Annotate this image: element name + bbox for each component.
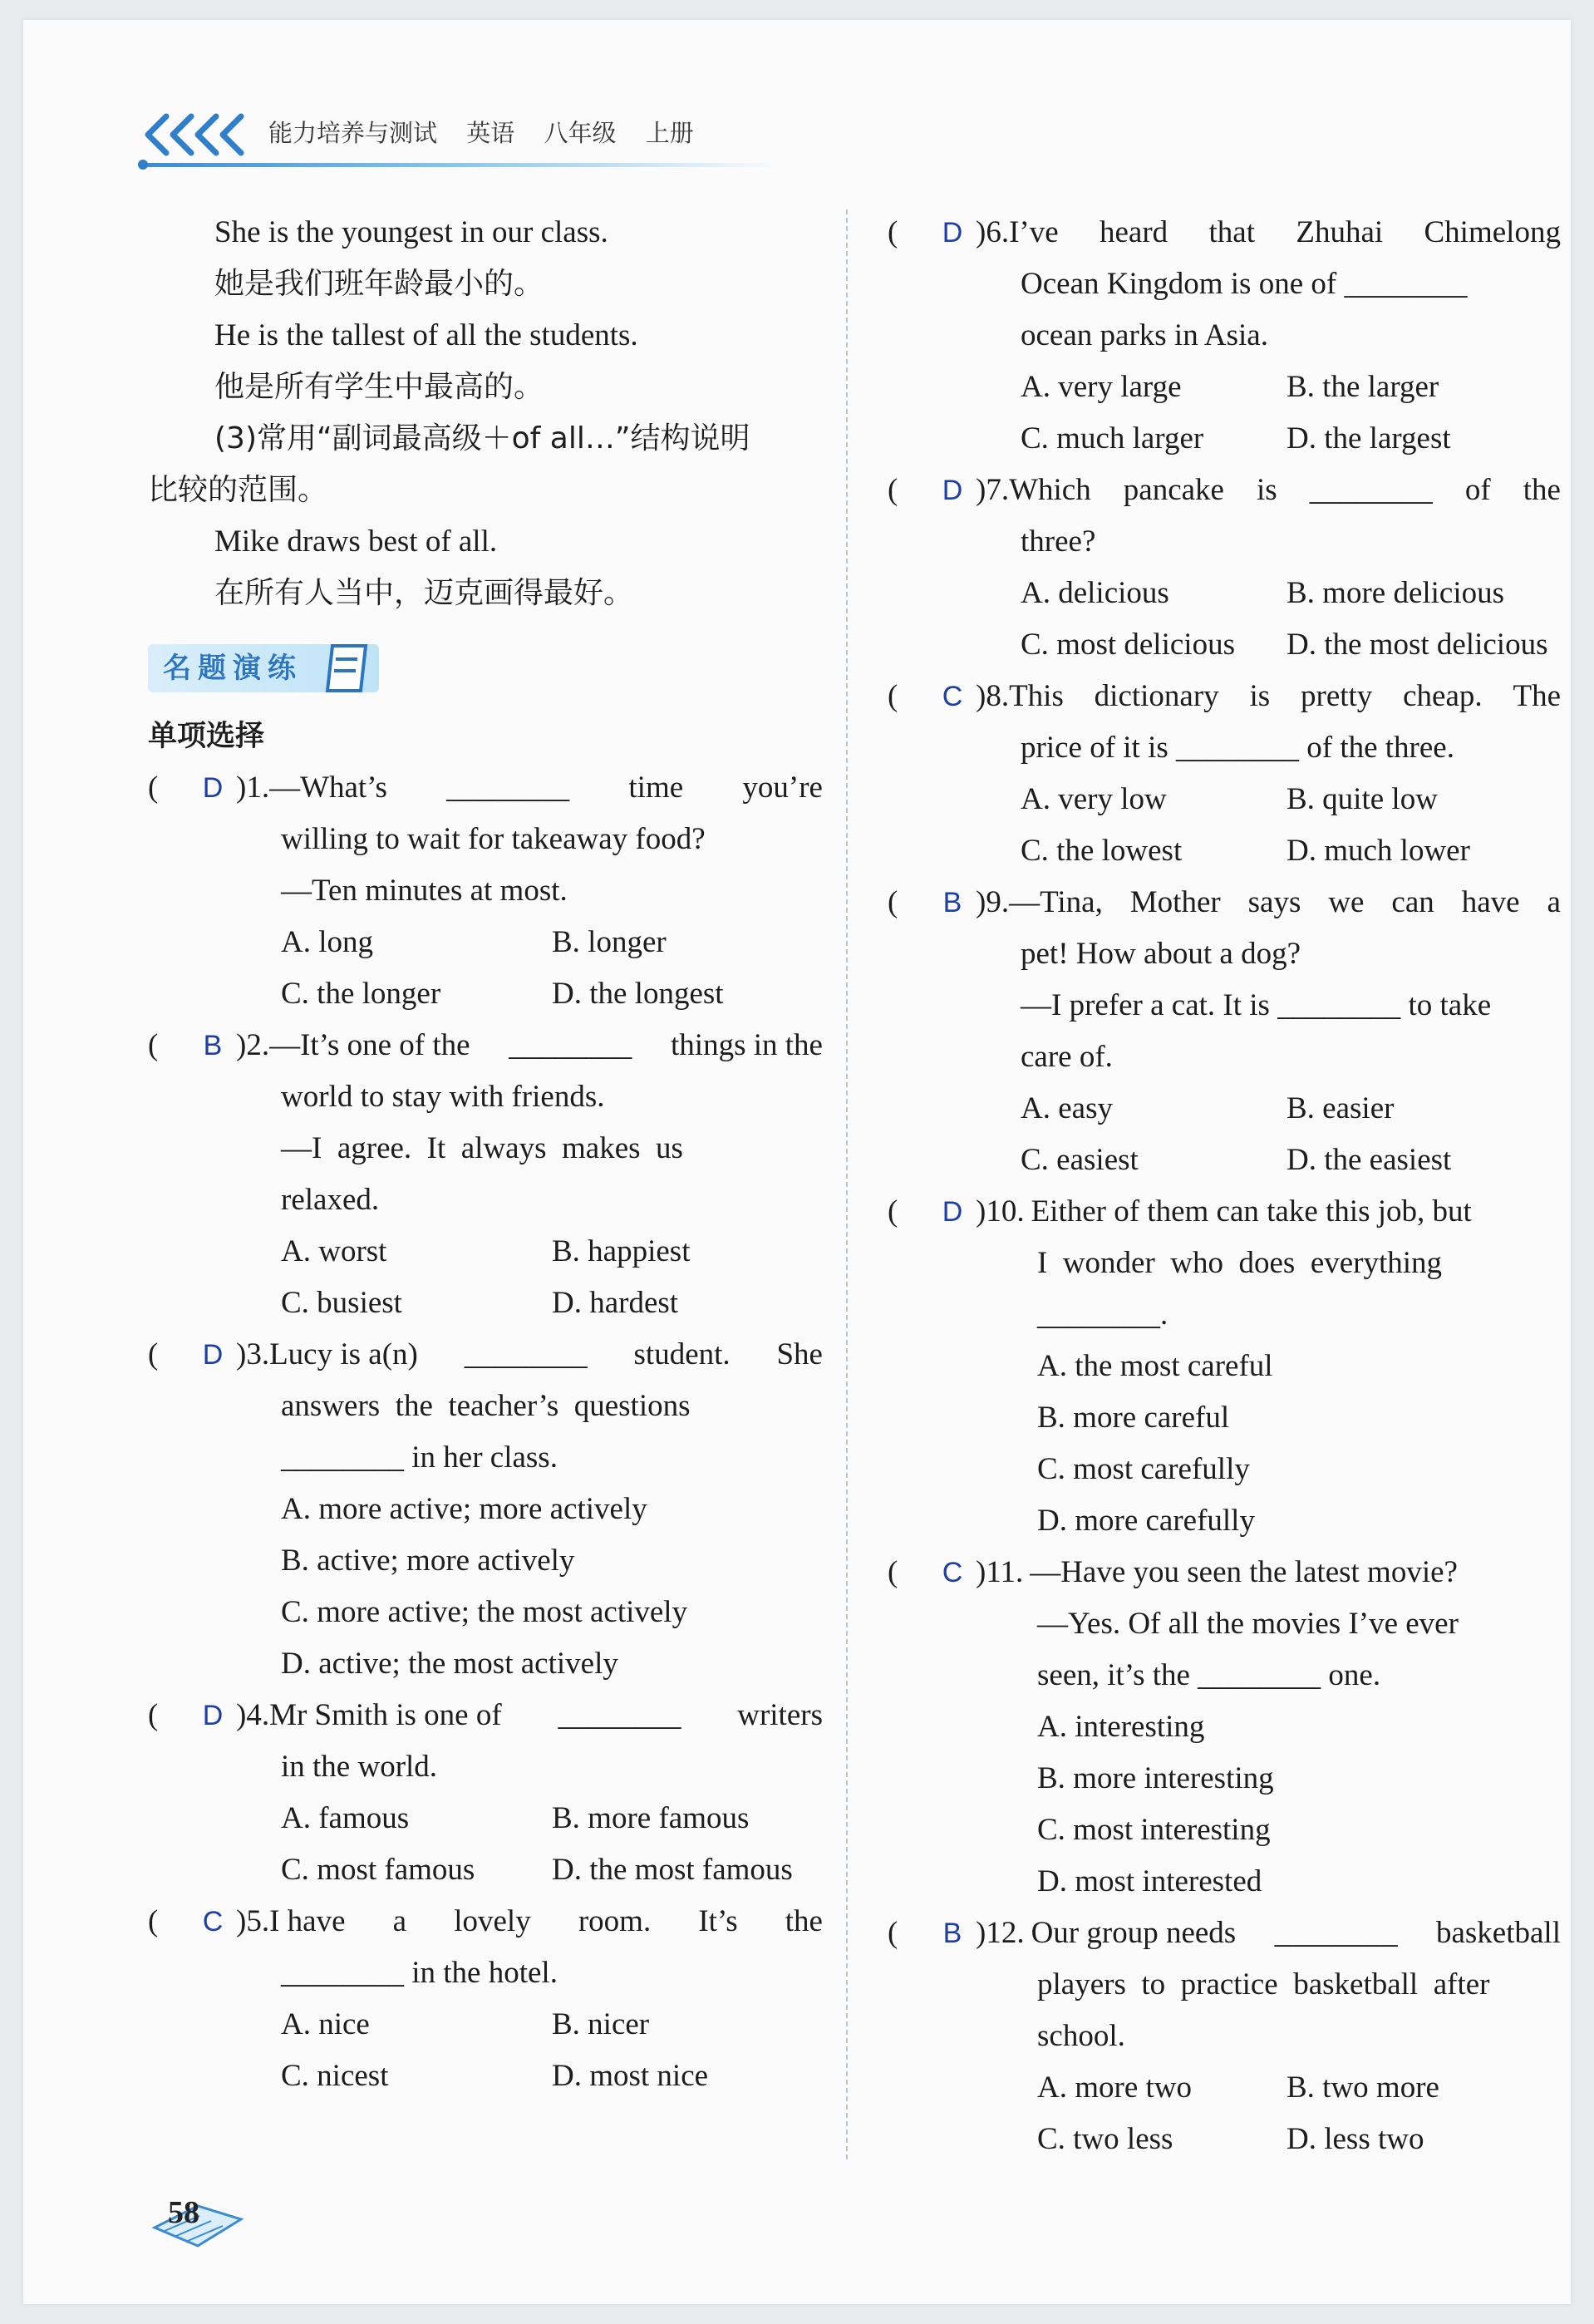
answer: B — [203, 1030, 223, 1061]
section-badge-label: 名题演练 — [148, 644, 379, 692]
header-book: 能力培养与测试 — [268, 119, 438, 147]
question: ( C )11. —Have you seen the latest movie? —Yes. Of all the movies I’ve ever seen, it’s the ________ one. A. interesting B. more interesting C. most interesting D. most interested — [888, 1547, 1561, 1908]
option: B. easier — [1287, 1091, 1395, 1125]
question-line: price of it is ________ of the three. — [1021, 731, 1454, 765]
question-stem: Either of them can take this job, but — [1031, 1194, 1472, 1228]
question-stem: —Tina, Mother says we can have a — [1009, 885, 1561, 919]
question-line: relaxed. — [281, 1183, 380, 1217]
question-line: Ocean Kingdom is one of ________ — [1021, 267, 1468, 301]
chevrons-icon — [140, 110, 264, 160]
option: C. most famous — [281, 1853, 475, 1887]
intro-line: He is the tallest of all the students. — [214, 318, 638, 352]
question-stem: Our group needs ________ basketball — [1031, 1916, 1561, 1950]
option: C. most interesting — [1037, 1813, 1271, 1847]
option: C. the lowest — [1021, 834, 1183, 868]
option: A. famous — [281, 1801, 410, 1835]
question-stem: This dictionary is pretty cheap. The — [1009, 679, 1561, 713]
column-divider — [846, 209, 848, 2159]
question-line: seen, it’s the ________ one. — [1037, 1658, 1381, 1692]
option: D. most interested — [1037, 1864, 1262, 1898]
option: D. the easiest — [1287, 1143, 1452, 1177]
option: B. longer — [552, 925, 667, 959]
option: A. long — [281, 925, 373, 959]
question-line: —I prefer a cat. It is ________ to take — [1021, 988, 1492, 1022]
option: A. easy — [1021, 1091, 1113, 1125]
question-number: )3. — [236, 1337, 270, 1371]
option: B. more careful — [1037, 1401, 1230, 1435]
option: A. nice — [281, 2007, 370, 2041]
intro-line: 比较的范围。 — [148, 473, 328, 507]
answer: D — [942, 217, 963, 249]
option: C. busiest — [281, 1286, 402, 1320]
question: ( C )5. I have a lovely room. It’s the ________ in the hotel. A. nice B. nicer C. nicest D. most nice — [148, 1896, 823, 2102]
question: ( D )10. Either of them can take this job, but I wonder who does everything ________. A. the most careful B. more careful C. most carefully D. more carefully — [888, 1186, 1561, 1547]
option: B. more famous — [552, 1801, 750, 1835]
question-line: —Ten minutes at most. — [281, 874, 568, 908]
option: C. nicest — [281, 2059, 389, 2093]
question-number: )7. — [976, 473, 1010, 507]
question-line: ________ in the hotel. — [281, 1956, 558, 1990]
question-number: )5. — [236, 1904, 270, 1938]
book-icon — [324, 639, 374, 697]
section-title: 单项选择 — [148, 720, 265, 753]
question-line: school. — [1037, 2019, 1125, 2053]
page-number — [148, 2194, 248, 2257]
option: D. more carefully — [1037, 1504, 1255, 1538]
header-volume: 上册 — [645, 119, 694, 147]
option: A. very large — [1021, 370, 1182, 404]
option: A. the most careful — [1037, 1349, 1273, 1383]
option: C. much larger — [1021, 421, 1204, 455]
intro-line: (3)常用“副词最高级＋of all…”结构说明 — [214, 421, 750, 455]
intro-line: She is the youngest in our class. — [214, 215, 608, 249]
question-line: ocean parks in Asia. — [1021, 318, 1268, 352]
page — [23, 20, 1571, 2304]
question-number: )9. — [976, 885, 1010, 919]
header-grade: 八年级 — [544, 119, 617, 147]
question-number: )11. — [976, 1555, 1024, 1589]
option: D. the most famous — [552, 1853, 793, 1887]
option: D. less two — [1287, 2122, 1424, 2156]
option: B. two more — [1287, 2070, 1439, 2105]
option: C. most delicious — [1021, 628, 1235, 662]
question-line: —I agree. It always makes us — [281, 1131, 683, 1165]
question-number: )6. — [976, 215, 1010, 249]
answer: D — [202, 1339, 224, 1371]
question-line: in the world. — [281, 1750, 438, 1784]
option: A. more active; more actively — [281, 1492, 647, 1526]
question-line: answers the teacher’s questions — [281, 1389, 691, 1423]
question: ( D )6. I’ve heard that Zhuhai Chimelong Ocean Kingdom is one of ________ ocean parks in Asia. A. very large B. the larger C. much larger D. the largest — [888, 207, 1561, 465]
question: ( D )3. Lucy is a(n) ________ student. She answers the teacher’s questions ________ in her class. A. more active; more actively B. active; more actively C. more active; the most actively D. active; the most actively — [148, 1329, 823, 1690]
header-rule — [140, 163, 780, 167]
option: C. two less — [1037, 2122, 1173, 2156]
question-line: —Yes. Of all the movies I’ve ever — [1037, 1607, 1459, 1641]
option: A. delicious — [1021, 576, 1169, 610]
option: C. easiest — [1021, 1143, 1139, 1177]
question-number: )2. — [236, 1028, 270, 1062]
section-badge — [148, 636, 823, 711]
question-line: ________. — [1037, 1297, 1168, 1332]
option: B. nicer — [552, 2007, 650, 2041]
question-stem: Mr Smith is one of ________ writers — [269, 1698, 823, 1732]
option: A. more two — [1037, 2070, 1192, 2105]
answer: C — [202, 1906, 224, 1937]
header-dot — [138, 160, 148, 170]
option: A. worst — [281, 1234, 387, 1268]
left-column — [148, 207, 823, 2102]
answer: B — [942, 887, 962, 918]
intro-line: 她是我们班年龄最小的。 — [214, 267, 544, 301]
question-line: world to stay with friends. — [281, 1080, 605, 1114]
option: A. very low — [1021, 782, 1167, 816]
intro-line: 在所有人当中，迈克画得最好。 — [214, 576, 634, 610]
question: ( D )1. —What’s ________ time you’re willing to wait for takeaway food? —Ten minutes at most. A. long B. longer C. the longer D. the longest — [148, 762, 823, 1020]
option: B. the larger — [1287, 370, 1439, 404]
answer: D — [942, 1196, 963, 1228]
question-line: I wonder who does everything — [1037, 1246, 1443, 1280]
intro-line: 他是所有学生中最高的。 — [214, 370, 544, 404]
question-stem: —Have you seen the latest movie? — [1030, 1555, 1458, 1589]
question-line: ________ in her class. — [281, 1440, 558, 1475]
answer: D — [202, 1700, 224, 1731]
question: ( B )12. Our group needs ________ basketball players to practice basketball after school. A. more two B. two more C. two less D. less two — [888, 1908, 1561, 2165]
question-number: )12. — [976, 1916, 1025, 1950]
question-line: willing to wait for takeaway food? — [281, 822, 706, 856]
option: D. active; the most actively — [281, 1647, 618, 1681]
header-subject: 英语 — [466, 119, 515, 147]
option: B. more interesting — [1037, 1761, 1274, 1795]
answer: D — [202, 772, 224, 804]
question-line: three? — [1021, 524, 1096, 559]
question-line: care of. — [1021, 1040, 1113, 1074]
question-number: )4. — [236, 1698, 270, 1732]
option: B. happiest — [552, 1234, 691, 1268]
answer: D — [942, 475, 963, 506]
option: C. the longer — [281, 977, 441, 1011]
option: A. interesting — [1037, 1710, 1205, 1744]
option: D. the largest — [1287, 421, 1451, 455]
question-stem: Lucy is a(n) ________ student. She — [269, 1337, 823, 1371]
question-number: )10. — [976, 1194, 1025, 1228]
question: ( B )2. —It’s one of the ________ things in the world to stay with friends. —I agree. It always makes us relaxed. A. worst B. happiest C. busiest D. hardest — [148, 1020, 823, 1329]
question-stem: Which pancake is ________ of the — [1009, 473, 1561, 507]
question-line: players to practice basketball after — [1037, 1967, 1490, 2001]
question: ( D )4. Mr Smith is one of ________ writers in the world. A. famous B. more famous C. most famous D. the most famous — [148, 1690, 823, 1896]
question: ( D )7. Which pancake is ________ of the three? A. delicious B. more delicious C. most delicious D. the most delicious — [888, 465, 1561, 671]
option: D. most nice — [552, 2059, 709, 2093]
question-stem: I have a lovely room. It’s the — [269, 1904, 823, 1938]
question-stem: —What’s ________ time you’re — [269, 771, 823, 805]
question-line: pet! How about a dog? — [1021, 937, 1301, 971]
page-number-text: 58 — [168, 2195, 199, 2230]
question-number: )1. — [236, 771, 270, 805]
option: B. active; more actively — [281, 1544, 575, 1578]
option: B. more delicious — [1287, 576, 1505, 610]
answer: C — [942, 1557, 963, 1588]
option: B. quite low — [1287, 782, 1438, 816]
intro-line: Mike draws best of all. — [214, 524, 498, 559]
option: C. more active; the most actively — [281, 1595, 688, 1629]
question-number: )8. — [976, 679, 1010, 713]
answer: C — [942, 681, 963, 712]
question-stem: I’ve heard that Zhuhai Chimelong — [1009, 215, 1561, 249]
right-column — [888, 207, 1561, 2165]
header-text — [268, 115, 716, 149]
question: ( C )8. This dictionary is pretty cheap. The price of it is ________ of the three. A. very low B. quite low C. the lowest D. much lower — [888, 671, 1561, 877]
answer: B — [942, 1918, 962, 1949]
option: D. hardest — [552, 1286, 679, 1320]
option: C. most carefully — [1037, 1452, 1250, 1486]
option: D. the most delicious — [1287, 628, 1548, 662]
question: ( B )9. —Tina, Mother says we can have a pet! How about a dog? —I prefer a cat. It is ________ to take care of. A. easy B. easier C. easiest D. the easiest — [888, 877, 1561, 1186]
option: D. much lower — [1287, 834, 1470, 868]
option: D. the longest — [552, 977, 724, 1011]
question-stem: —It’s one of the ________ things in the — [269, 1028, 823, 1062]
